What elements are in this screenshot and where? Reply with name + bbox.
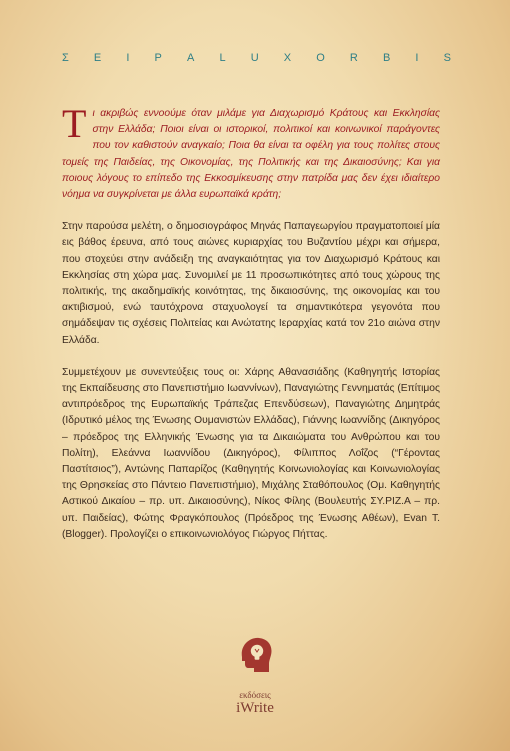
- intro-text: ι ακριβώς εννοούμε όταν μιλάμε για Διαχωρισμό Κράτους και Εκκλησίας στην Ελλάδα; Ποιοι είναι οι ιστορικοί, πολιτικοί και κοινωνικοί παράγοντες που τον καθιστούν αναγκαίο; Ποια θα είναι τα οφέλη για τους πολίτες στους τομείς της Παιδείας, της Οικονομίας, της Πολιτικής και της Δικαιοσύνης; Και για ποιους λόγους το επίπεδο της Εκκοσμίκευσης στην πατρίδα μας δεν έχει ιδιαίτερο νόημα να συγκρίνεται με άλλα ευρωπαϊκά κράτη;: [62, 108, 440, 201]
- series-letter: Α: [187, 52, 196, 64]
- series-letter: I: [415, 52, 420, 64]
- contributors-paragraph: Συμμετέχουν με συνεντεύξεις τους οι: Χάρης Αθανασιάδης (Καθηγητής Ιστορίας της Εκπαίδευσης στο Πανεπιστήμιο Ιωαννίνων), Παναγιώτης Γεννηματάς (Επίτιμος αντιπρόεδρος της Ευρωπαϊκής Τράπεζας Επενδύσεων), Παναγιώτης Δημητράς (Ιδρυτικό μέλος της Ένωσης Ουμανιστών Ελλάδας), Γιάννης Ιωαννίδης (Δικηγόρος – πρόεδρος της Ελληνικής Ένωσης για τα Δικαιώματα του Ανθρώπου και του Πολίτη), Ελεάννα Ιωαννίδου (Δικηγόρος), Φίλιππος Λοΐζος (“Γέροντας Παστίτσιος”), Αντώνης Παπαρίζος (Καθηγητής Κοινωνιολογίας και Κοινωνιολογίας της Θρησκείας στο Πάντειο Πανεπιστήμιο), Μιχάλης Σταθόπουλος (Ομ. Καθηγητής Αστικού Δικαίου – πρ. υπ. Δικαιοσύνης), Νίκος Φίλης (Βουλευτής ΣΥ.ΡΙΖ.Α – πρ. υπ. Παιδείας), Φώτης Φραγκόπουλος (Πρόεδρος της Ένωσης Αθέων), Evan T. (Blogger). Προλογίζει ο επικοινωνιολόγος Γιώργος Πήττας.: [62, 366, 440, 540]
- series-letter: B: [382, 52, 392, 64]
- series-letter: L: [219, 52, 227, 64]
- drop-cap: Τ: [62, 101, 87, 146]
- series-letter: U: [250, 52, 260, 64]
- series-letter: O: [316, 52, 326, 64]
- series-letter: Σ: [62, 52, 70, 64]
- series-letter: Ε: [93, 52, 103, 64]
- series-letter: Ι: [126, 52, 131, 64]
- series-letter: S: [443, 52, 452, 64]
- description-paragraph: Στην παρούσα μελέτη, ο δημοσιογράφος Μηνάς Παπαγεωργίου πραγματοποιεί μία εις βάθος έρευνα, από τους αιώνες κυριαρχίας του Βυζαντίου μέχρι και σήμερα, που στοχεύει στην ανάδειξη της αναγκαιότητας για τον Διαχωρισμό Κράτους και Εκκλησίας στη χώρα μας. Συνομιλεί με 11 προσωπικότητες από τους χώρους της πολιτικής, της ακαδημαϊκής κοινότητας, της δικαιοσύνης, της οικονομίας και του ακτιβισμού, ενώ ταυτόχρονα σταχυολογεί τα σημαντικότερα γεγονότα που σημάδεψαν τις σχέσεις Πολιτείας και Ανώτατης Ιεραρχίας κατά τον 21ο αιώνα στην Ελλάδα.: [62, 221, 440, 346]
- intro-paragraph: [62, 101, 440, 203]
- back-cover-text: [62, 101, 440, 543]
- series-letter: X: [283, 52, 293, 64]
- series-letter: R: [349, 52, 359, 64]
- publisher-label: εκδόσεις: [239, 690, 271, 700]
- publisher-logo-icon: [232, 633, 278, 679]
- publisher-name: iWrite: [236, 700, 274, 716]
- series-letter: Ρ: [154, 52, 163, 64]
- series-title: [62, 52, 452, 64]
